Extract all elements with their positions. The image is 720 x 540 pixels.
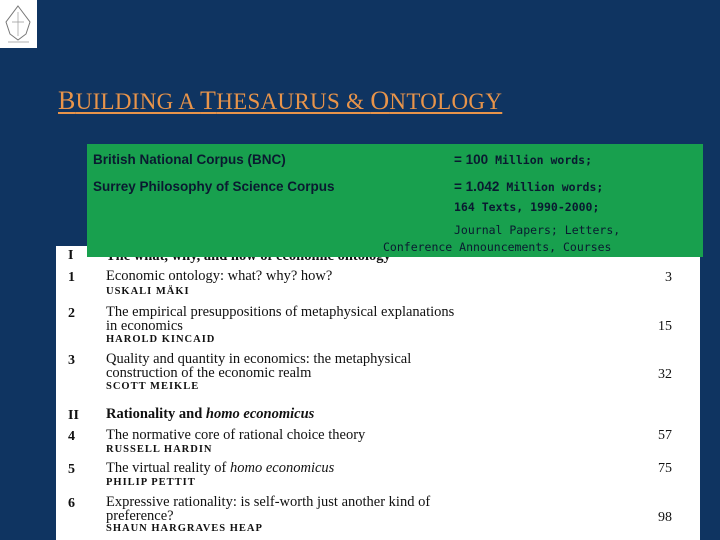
- toc-chapter: 3 Quality and quantity in economics: the metaphysical construction of the economic realm SCOTT MEIKLE 32: [68, 351, 672, 392]
- table-of-contents-image: [56, 246, 700, 540]
- surrey-label: Surrey Philosophy of Science Corpus: [93, 179, 335, 194]
- surrey-types-line1: Journal Papers; Letters,: [454, 223, 621, 237]
- toc-chapter: 4 The normative core of rational choice theory RUSSELL HARDIN 57: [68, 427, 672, 455]
- corpus-info-panel: [87, 144, 703, 257]
- toc-chapter: 6 Expressive rationality: is self-worth just another kind of preference? SHAUN HARGRAVES HEAP 98: [68, 494, 672, 534]
- surrey-types-line2: Conference Announcements, Courses: [383, 240, 612, 254]
- surrey-size: = 1.042 Million words;: [454, 179, 604, 194]
- toc-chapter: 1 Economic ontology: what? why? how? USKALI MÄKI 3: [68, 268, 672, 297]
- bnc-label: British National Corpus (BNC): [93, 152, 286, 167]
- crest-icon: [0, 0, 37, 48]
- page-title: BUILDING A THESAURUS & ONTOLOGY: [58, 86, 503, 115]
- toc-chapter: 2 The empirical presuppositions of metaphysical explanations in economics HAROLD KINCAID 15: [68, 304, 672, 345]
- toc-part-2: II Rationality and homo economicus: [68, 406, 315, 423]
- bnc-size: = 100 Million words;: [454, 152, 593, 167]
- logo: [0, 0, 37, 48]
- toc-chapter: 5 The virtual reality of homo economicus PHILIP PETTIT 75: [68, 460, 672, 488]
- toc-part-1: I: [68, 248, 74, 263]
- surrey-texts: 164 Texts, 1990-2000;: [454, 200, 600, 214]
